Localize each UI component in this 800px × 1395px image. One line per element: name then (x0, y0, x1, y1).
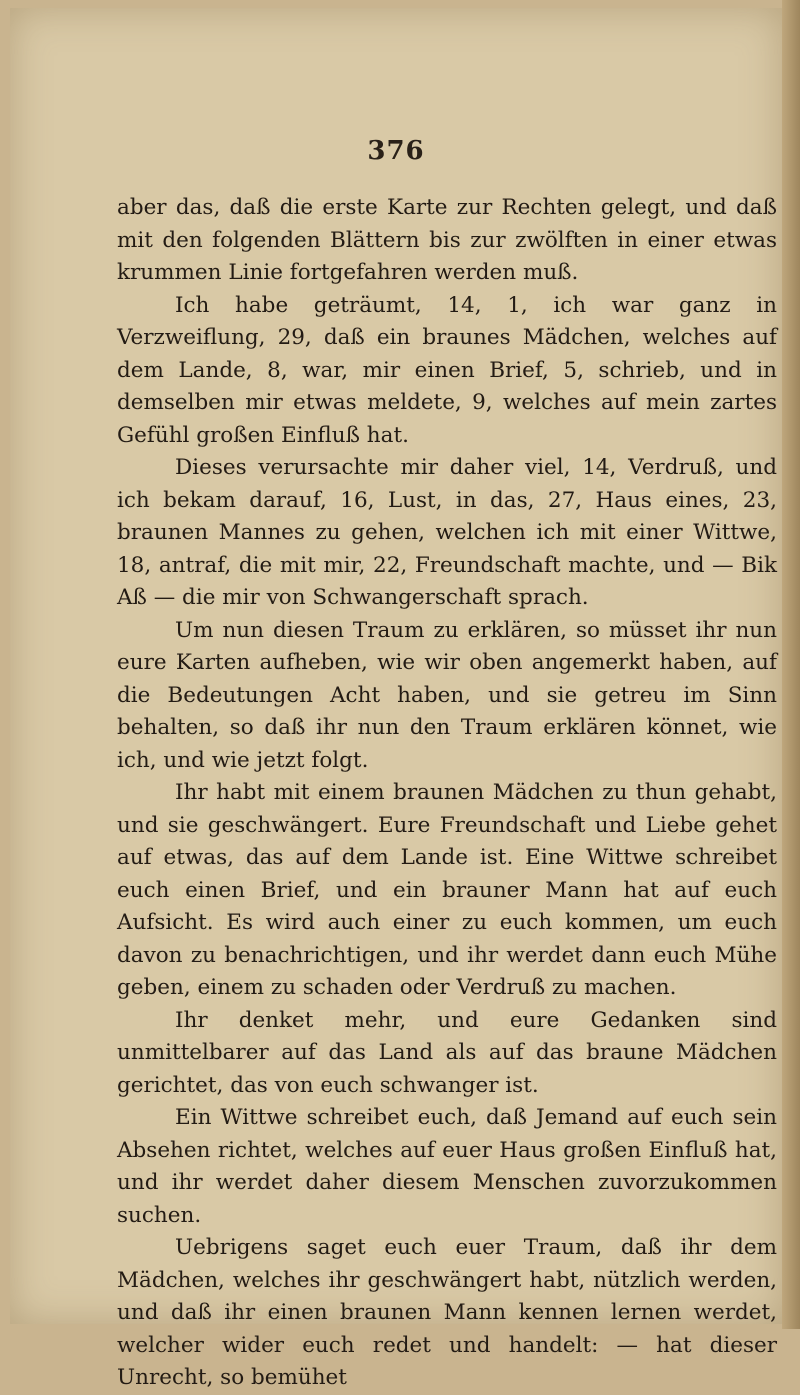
paragraph: Ihr habt mit einem braunen Mädchen zu thun gehabt, und sie geschwängert. Eure Freundschaft und Liebe gehet auf etwas, das auf dem Lande ist. Eine Wittwe schreibet euch einen Brief, und ein brauner Mann hat auf euch Aufsicht. Es wird auch einer zu euch kommen, um euch davon zu benachrichtigen, und ihr werdet dann euch Mühe geben, einem zu schaden oder Verdruß zu machen. (117, 780, 777, 1000)
paragraph: Dieses verursachte mir daher viel, 14, Verdruß, und ich bekam darauf, 16, Lust, in das, 27, Haus eines, 23, braunen Mannes zu gehen, welchen ich mit einer Wittwe, 18, antraf, die mit mir, 22, Freundschaft machte, und — Bik Aß — die mir von Schwangerschaft sprach. (117, 455, 777, 610)
page-number: 376 (367, 136, 425, 166)
paragraph: Ihr denket mehr, und eure Gedanken sind unmittelbarer auf das Land als auf das braune Mädchen gerichtet, das von euch schwanger ist. (117, 1007, 777, 1098)
paragraph: Ein Wittwe schreibet euch, daß Jemand auf euch sein Absehen richtet, welches auf euer Haus großen Einfluß hat, und ihr werdet daher diesem Menschen zuvorzukommen suchen. (117, 1105, 777, 1228)
paragraph: Ich habe geträumt, 14, 1, ich war ganz in Verzweiflung, 29, daß ein braunes Mädchen, welches auf dem Lande, 8, war, mir einen Brief, 5, schrieb, und in demselben mir etwas meldete, 9, welches auf mein zartes Gefühl großen Einfluß hat. (117, 292, 777, 448)
paragraph: aber das, daß die erste Karte zur Rechten gelegt, und daß mit den folgenden Blättern bis zur zwölften in einer etwas krummen Linie fortgefahren werden muß. (117, 195, 777, 285)
page-edge (782, 0, 800, 1329)
body-text (117, 192, 777, 1395)
paragraph: Uebrigens saget euch euer Traum, daß ihr dem Mädchen, welches ihr geschwängert habt, nützlich werden, und daß ihr einen braunen Mann kennen lernen werdet, welcher wider euch redet und handelt: — hat dieser Unrecht, so bemühet (117, 1235, 777, 1390)
paragraph: Um nun diesen Traum zu erklären, so müsset ihr nun eure Karten aufheben, wie wir oben angemerkt haben, auf die Bedeutungen Acht haben, und sie getreu im Sinn behalten, so daß ihr nun den Traum erklären könnet, wie ich, und wie jetzt folgt. (117, 617, 777, 773)
book-page (10, 8, 782, 1390)
